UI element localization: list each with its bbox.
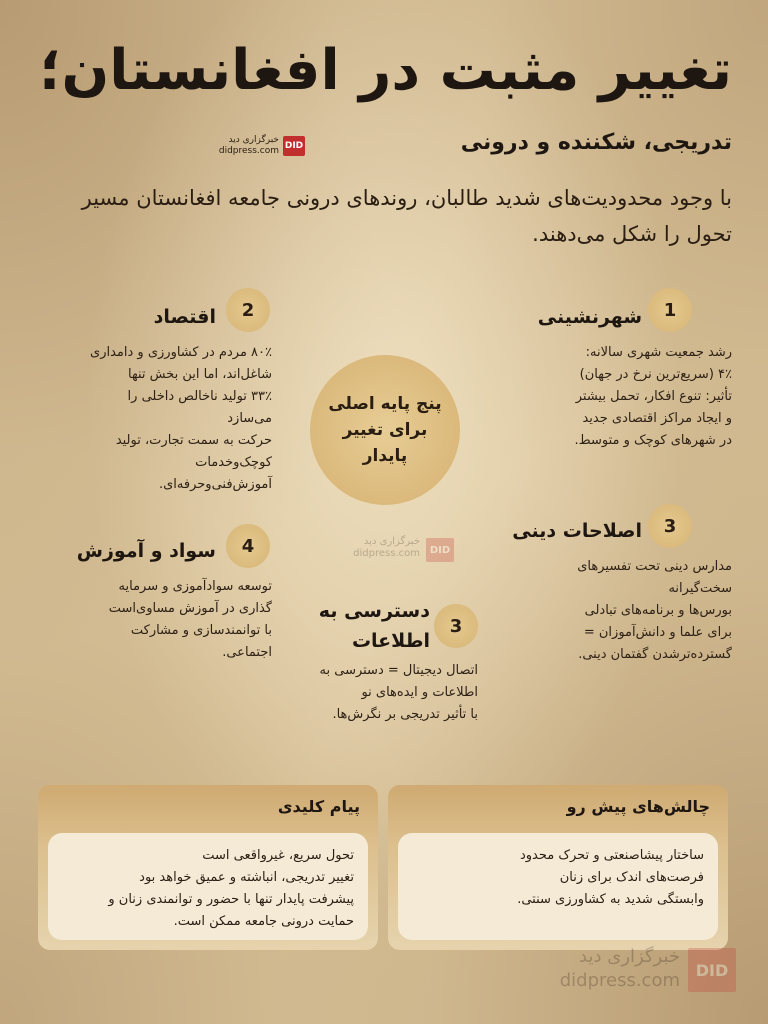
page-subtitle: تدریجی، شکننده و درونی <box>460 130 732 155</box>
section-1-body <box>472 342 732 452</box>
section-1-line: و ایجاد مراکز اقتصادی جدید <box>582 411 732 426</box>
section-3-line: بورس‌ها و برنامه‌های تبادلی <box>584 603 732 618</box>
challenges-card <box>388 785 728 950</box>
challenges-card-body <box>398 833 718 940</box>
challenges-card-title: چالش‌های پیش رو <box>566 797 710 816</box>
section-2-line: کوچک‌وخدمات <box>195 455 272 470</box>
section-3-line: گسترده‌ترشدن گفتمان دینی. <box>578 647 732 662</box>
section-2-line: حرکت به سمت تجارت، تولید <box>115 433 272 448</box>
section-info-line: اطلاعات و ایده‌های نو <box>361 685 478 700</box>
challenges-line: فرصت‌های اندک برای زنان <box>559 870 704 885</box>
watermark-logo-url: didpress.com <box>353 548 420 559</box>
section-2-line: ۸۰٪ مردم در کشاورزی و دامداری <box>90 345 272 360</box>
section-1-title: شهرنشینی <box>537 306 642 328</box>
challenges-line: وابستگی شدید به کشاورزی سنتی. <box>517 892 704 907</box>
section-4-line: گذاری در آموزش مساوی‌است <box>108 601 272 616</box>
key-message-line: حمایت درونی جامعه ممکن است. <box>173 914 354 929</box>
section-info-line: اتصال دیجیتال = دسترسی به <box>319 663 478 678</box>
section-info-body <box>278 660 478 726</box>
section-2-line: شاغل‌اند، اما این بخش تنها <box>127 367 272 382</box>
section-4-line: با توانمندسازی و مشارکت <box>130 623 272 638</box>
section-1-line: تأثیر: تنوع افکار، تحمل بیشتر <box>575 389 732 404</box>
section-3-line: برای علما و دانش‌آموزان = <box>583 625 732 640</box>
section-2-line: می‌سازد <box>227 411 272 426</box>
key-message-card <box>38 785 378 950</box>
section-4-line: توسعه سوادآموزی و سرمایه <box>118 579 272 594</box>
center-circle-text: پنج پایه اصلی برای تغییر پایدار <box>328 394 442 466</box>
footer-logo-name: خبرگزاری دید <box>579 946 680 967</box>
did-logo-mark: DID <box>283 136 305 156</box>
footer-logo-mark: DID <box>688 948 736 992</box>
section-3-title: اصلاحات دینی <box>512 520 642 542</box>
section-3-body <box>472 556 732 666</box>
logo-url: didpress.com <box>218 146 279 156</box>
center-watermark <box>318 536 454 562</box>
section-3-line: مدارس دینی تحت تفسیرهای <box>577 559 732 574</box>
section-2-number-badge: 2 <box>226 288 270 332</box>
key-message-line: پیشرفت پایدار تنها با حضور و توانمندی زنان و <box>108 892 354 907</box>
didpress-logo <box>215 134 305 160</box>
key-message-line: تغییر تدریجی، انباشته و عمیق خواهد بود <box>139 870 354 885</box>
key-message-card-title: پیام کلیدی <box>277 797 360 816</box>
challenges-line: ساختار پیشاصنعتی و تحرک محدود <box>519 848 704 863</box>
section-4-line: اجتماعی. <box>222 645 272 660</box>
page-title: تغییر مثبت در افغانستان؛ <box>39 38 732 103</box>
section-4-title: سواد و آموزش <box>76 540 216 562</box>
footer-watermark <box>508 946 736 996</box>
section-info-number-badge: 3 <box>434 604 478 648</box>
section-1-line: ۴٪ (سریع‌ترین نرخ در جهان) <box>579 367 732 382</box>
section-2-title: اقتصاد <box>153 306 216 328</box>
footer-logo-url: didpress.com <box>559 970 680 991</box>
section-2-body <box>42 342 272 496</box>
section-1-line: رشد جمعیت شهری سالانه: <box>585 345 732 360</box>
section-4-number-badge: 4 <box>226 524 270 568</box>
section-3-line: سخت‌گیرانه <box>668 581 732 596</box>
section-info-title: دسترسی به اطلاعات <box>318 600 430 652</box>
section-1-number-badge: 1 <box>648 288 692 332</box>
section-3-number-badge: 3 <box>648 504 692 548</box>
center-circle <box>310 355 460 505</box>
section-2-line: ۳۳٪ تولید ناخالص داخلی را <box>127 389 272 404</box>
section-1-line: در شهرهای کوچک و متوسط. <box>574 433 732 448</box>
watermark-logo-mark: DID <box>426 538 454 562</box>
section-4-body <box>32 576 272 664</box>
section-2-line: آموزش‌فنی‌وحرفه‌ای. <box>158 477 272 492</box>
intro-text: با وجود محدودیت‌های شدید طالبان، روندهای درونی جامعه افغانستان مسیر تحول را شکل می‌دهند. <box>81 186 732 246</box>
section-info-line: با تأثیر تدریجی بر نگرش‌ها. <box>332 707 478 722</box>
watermark-logo-name: خبرگزاری دید <box>363 536 420 547</box>
logo-name: خبرگزاری دید <box>228 135 279 145</box>
key-message-line: تحول سریع، غیرواقعی است <box>202 848 354 863</box>
key-message-card-body <box>48 833 368 940</box>
